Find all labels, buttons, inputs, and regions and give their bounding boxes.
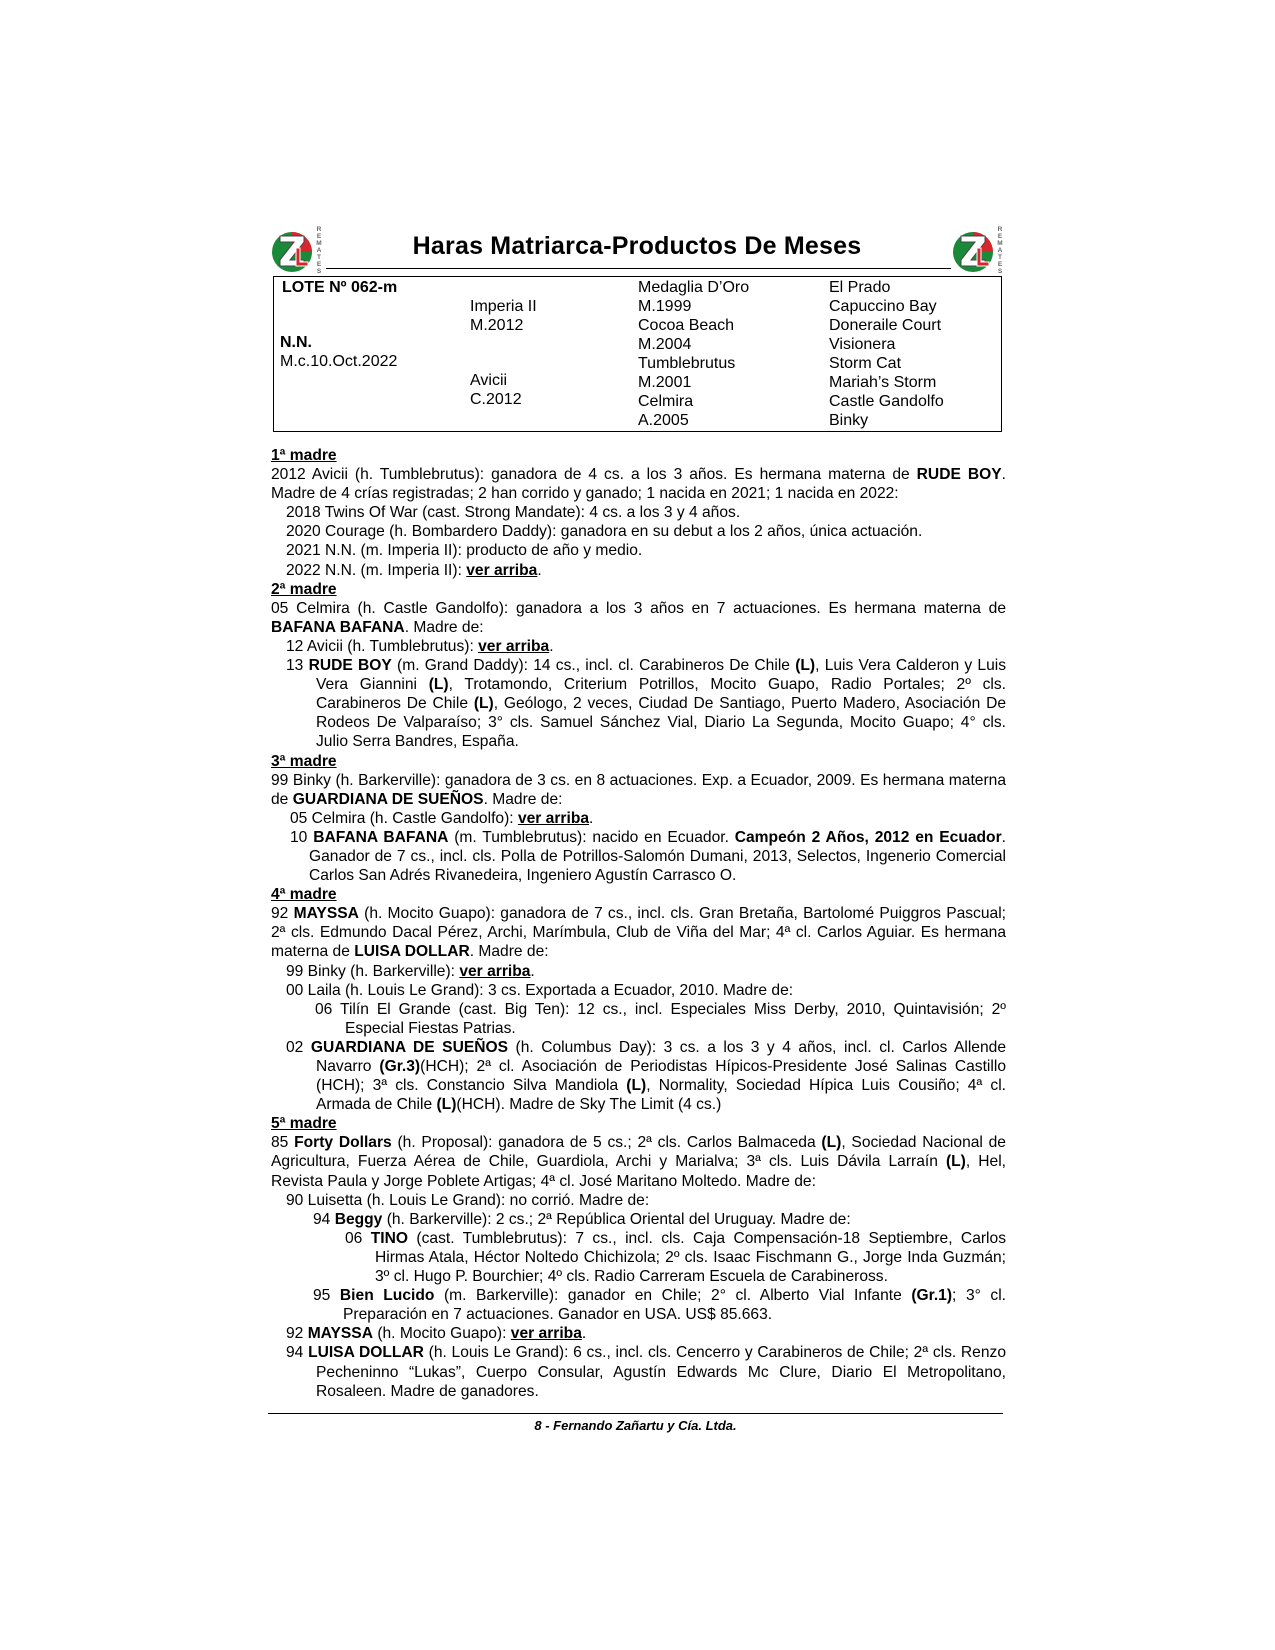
page-footer: 8 - Fernando Zañartu y Cía. Ltda. <box>534 1418 737 1433</box>
section-heading-1st-dam: 1ª madre <box>271 447 337 464</box>
section-heading-2nd-dam: 2ª madre <box>271 580 337 598</box>
logo-letters: R E M A T E S <box>316 226 322 275</box>
offspring-line: 10 BAFANA BAFANA (m. Tumblebrutus): nacido en Ecuador. Campeón 2 Años, 2012 en Ecuador. Ganador de 7 cs., incl. cls. Polla de Potrillos-Salomón Dumani, 2013, Selectos, Ingenerio Comercial Carlos San Adrés Rivanedeira, Ingeniero Agustín Carrasco O. <box>290 828 1006 885</box>
remates-logo-icon <box>951 226 995 274</box>
gen3-item: Celmira <box>638 393 694 410</box>
gen3-item: M.1999 <box>638 298 692 315</box>
gen3-item: Tumblebrutus <box>638 355 736 372</box>
gen3-item: A.2005 <box>638 412 689 429</box>
remates-logo-left <box>270 226 322 274</box>
offspring-line: 99 Binky (h. Barkerville): ver arriba. <box>286 962 535 980</box>
sire-info: M.2012 <box>470 317 524 334</box>
pedigree-box <box>273 276 1002 432</box>
horse-name: N.N. <box>280 334 312 351</box>
remates-logo-icon <box>270 226 314 274</box>
dam-info: C.2012 <box>470 391 522 408</box>
gen4-item: Storm Cat <box>829 355 902 372</box>
offspring-line: 92 MAYSSA (h. Mocito Guapo): ver arriba. <box>286 1325 587 1343</box>
section-heading-3rd-dam: 3ª madre <box>271 752 337 770</box>
offspring-line: 2020 Courage (h. Bombardero Daddy): ganadora en su debut a los 2 años, única actuación. <box>286 523 923 541</box>
footer-rule <box>268 1413 1003 1414</box>
ver-arriba-reference: ver arriba <box>517 809 590 827</box>
gen3-item: M.2001 <box>638 374 692 391</box>
gen4-item: Visionera <box>829 336 896 353</box>
gen3-item: Medaglia D’Oro <box>638 279 750 296</box>
dam-paragraph: 85 Forty Dollars (h. Proposal): ganadora de 5 cs.; 2ª cls. Carlos Balmaceda (L), Sociedad Nacional de Agricultura, Fuerza Aérea de Chile, Guardiola, Archi y Marialva; 3ª cls. Luis Dávila Larraín (L), Hel, Revista Paula y Jorge Poblete Artigas; 4ª cl. José Maritano Moltedo. Madre de: <box>271 1134 1006 1190</box>
remates-logo-right <box>951 226 1003 274</box>
section-heading-4th-dam: 4ª madre <box>271 886 337 904</box>
offspring-line: 95 Bien Lucido (m. Barkerville): ganador en Chile; 2° cl. Alberto Vial Infante (Gr.1); 3° cl. Preparación en 7 actuaciones. Ganador en USA. US$ 85.663. <box>313 1287 1007 1324</box>
offspring-line: 12 Avicii (h. Tumblebrutus): ver arriba. <box>286 637 554 655</box>
gen4-item: Mariah’s Storm <box>829 374 937 391</box>
ver-arriba-reference: ver arriba <box>478 637 550 655</box>
lot-number: LOTE Nº 062-m <box>282 279 398 296</box>
page-title: Haras Matriarca-Productos De Meses <box>412 232 862 260</box>
dam-paragraph: 2012 Avicii (h. Tumblebrutus): ganadora de 4 cs. a los 3 años. Es hermana materna de RUDE BOY. Madre de 4 crías registradas; 2 han corrido y ganado; 1 nacida en 2021; 1 nacida en 2022: <box>271 466 1006 503</box>
offspring-line: 02 GUARDIANA DE SUEÑOS (h. Columbus Day): 3 cs. a los 3 y 4 años, incl. cl. Carlos Allende Navarro (Gr.3)(HCH); 2ª cl. Asociación de Periodistas Hípicos-Presidente José Salinas Castillo (HCH); 3ª cls. Constancio Silva Mandiola (L), Normality, Sociedad Hípica Luis Cousiño; 4ª cl. Armada de Chile (L)(HCH). Madre de Sky The Limit (4 cs.) <box>286 1038 1006 1114</box>
offspring-line: 2022 N.N. (m. Imperia II): ver arriba. <box>286 561 542 579</box>
offspring-line: 05 Celmira (h. Castle Gandolfo): ver arriba. <box>290 809 594 827</box>
offspring-line: 00 Laila (h. Louis Le Grand): 3 cs. Exportada a Ecuador, 2010. Madre de: <box>286 981 794 999</box>
ver-arriba-reference: ver arriba <box>510 1325 582 1343</box>
title-underline <box>326 268 951 269</box>
gen3-item: M.2004 <box>638 336 692 353</box>
offspring-line: 2021 N.N. (m. Imperia II): producto de año y medio. <box>286 542 643 560</box>
gen3-item: Cocoa Beach <box>638 317 735 334</box>
gen4-item: El Prado <box>829 279 891 296</box>
dam-paragraph: 92 MAYSSA (h. Mocito Guapo): ganadora de 7 cs., incl. cls. Gran Bretaña, Bartolomé Puiggros Pascual; 2ª cls. Edmundo Dacal Pérez, Archi, Marímbula, Club de Viña del Mar; 4ª cl. Carlos Aguiar. Es hermana materna de LUISA DOLLAR. Madre de: <box>271 905 1006 961</box>
dam-paragraph: 99 Binky (h. Barkerville): ganadora de 3 cs. en 8 actuaciones. Exp. a Ecuador, 2009. Es hermana materna de GUARDIANA DE SUEÑOS. Madre de: <box>271 771 1006 808</box>
dam-lines <box>271 446 1006 1401</box>
ver-arriba-reference: ver arriba <box>466 561 538 579</box>
offspring-line: 90 Luisetta (h. Louis Le Grand): no corrió. Madre de: <box>286 1191 650 1209</box>
offspring-line: 94 Beggy (h. Barkerville): 2 cs.; 2ª República Oriental del Uruguay. Madre de: <box>313 1210 851 1228</box>
gen4-item: Capuccino Bay <box>829 298 937 315</box>
dam-paragraph: 05 Celmira (h. Castle Gandolfo): ganadora a los 3 años en 7 actuaciones. Es hermana materna de BAFANA BAFANA. Madre de: <box>271 599 1006 636</box>
logo-letters: R E M A T E S <box>997 226 1003 275</box>
dam-name: Avicii <box>470 372 508 389</box>
gen4-item: Binky <box>829 412 869 429</box>
offspring-line: 2018 Twins Of War (cast. Strong Mandate): 4 cs. a los 3 y 4 años. <box>286 504 741 522</box>
sire-name: Imperia II <box>470 298 537 315</box>
gen4-item: Doneraile Court <box>829 317 942 334</box>
ver-arriba-reference: ver arriba <box>459 962 531 980</box>
horse-info: M.c.10.Oct.2022 <box>280 353 398 370</box>
offspring-line: 13 RUDE BOY (m. Grand Daddy): 14 cs., incl. cl. Carabineros De Chile (L), Luis Vera Calderon y Luis Vera Giannini (L), Trotamondo, Criterium Potrillos, Mocito Guapo, Radio Portales; 2º cls. Carabineros De Chile (L), Geólogo, 2 veces, Ciudad De Santiago, Puerto Madero, Asociación De Rodeos De Valparaíso; 3° cls. Samuel Sánchez Vial, Diario La Segunda, Mocito Guapo; 4° cls. Julio Serra Bandres, España. <box>286 657 1007 751</box>
offspring-line: 94 LUISA DOLLAR (h. Louis Le Grand): 6 cs., incl. cls. Cencerro y Carabineros de Chile; 2ª cls. Renzo Pecheninno “Lukas”, Cuerpo Consular, Agustín Edwards Mc Clure, Diario El Metropolitano, Rosaleen. Madre de ganadores. <box>286 1344 1006 1400</box>
section-heading-5th-dam: 5ª madre <box>271 1115 337 1133</box>
gen4-item: Castle Gandolfo <box>829 393 944 410</box>
offspring-line: 06 Tilín El Grande (cast. Big Ten): 12 cs., incl. Especiales Miss Derby, 2010, Quintavisión; 2º Especial Fiestas Patrias. <box>315 1000 1006 1037</box>
offspring-line: 06 TINO (cast. Tumblebrutus): 7 cs., incl. cls. Caja Compensación-18 Septiembre, Carlos Hirmas Atala, Héctor Noltedo Chichizola; 2º cls. Isaac Fischmann G., Jorge Inda Guzmán; 3º cl. Hugo P. Bourchier; 4º cls. Radio Carreram Escuela de Carabineross. <box>345 1229 1006 1286</box>
